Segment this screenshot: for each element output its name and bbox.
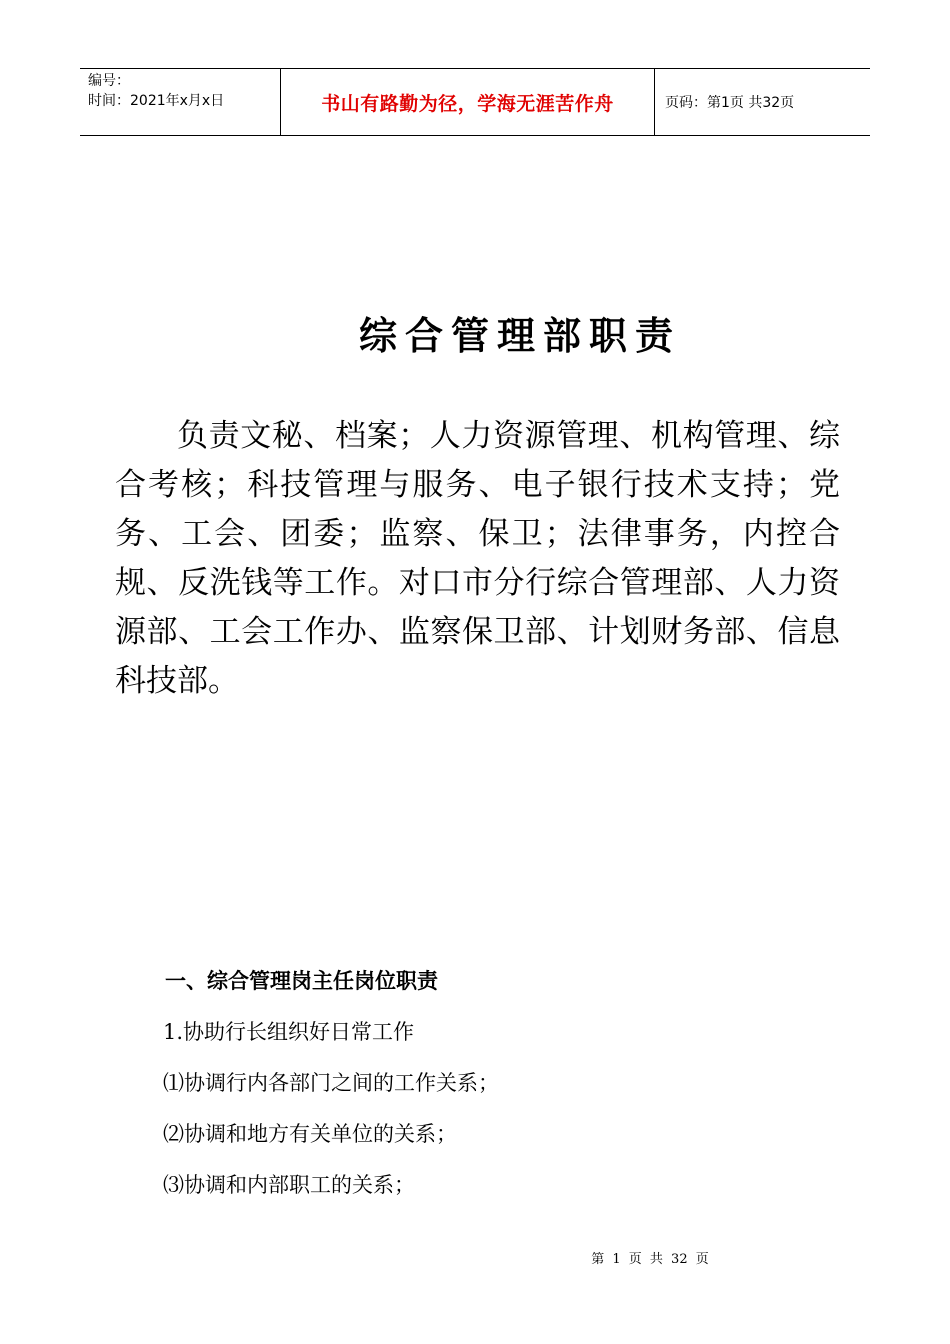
- number-label: 编号：: [88, 73, 130, 89]
- section-heading: 一、综合管理岗主任岗位职责: [165, 969, 438, 993]
- header-motto: 书山有路勤为径，学海无涯苦作舟: [281, 69, 655, 135]
- document-title: 综合管理部职责: [358, 313, 681, 358]
- time-label: 时间：2021年x月x日: [88, 93, 225, 109]
- document-header: [80, 68, 870, 136]
- header-meta-cell: [80, 69, 281, 135]
- list-item: 1.协助行长组织好日常工作: [163, 1020, 415, 1044]
- header-page-info: 页码：第1页 共32页: [665, 95, 795, 111]
- list-item: ⑵协调和地方有关单位的关系；: [163, 1122, 457, 1146]
- duty-list: [163, 1012, 499, 1216]
- list-item: ⑴协调行内各部门之间的工作关系；: [163, 1071, 499, 1095]
- page-footer: 第 1 页 共 32 页: [591, 1252, 709, 1267]
- list-item: ⑶协调和内部职工的关系；: [163, 1173, 415, 1197]
- intro-paragraph: 负责文秘、档案；人力资源管理、机构管理、综合考核；科技管理与服务、电子银行技术支持；党务、工会、团委；监察、保卫；法律事务，内控合规、反洗钱等工作。对口市分行综合管理部、人力资源部、工会工作办、监察保卫部、计划财务部、信息科技部。: [115, 418, 840, 699]
